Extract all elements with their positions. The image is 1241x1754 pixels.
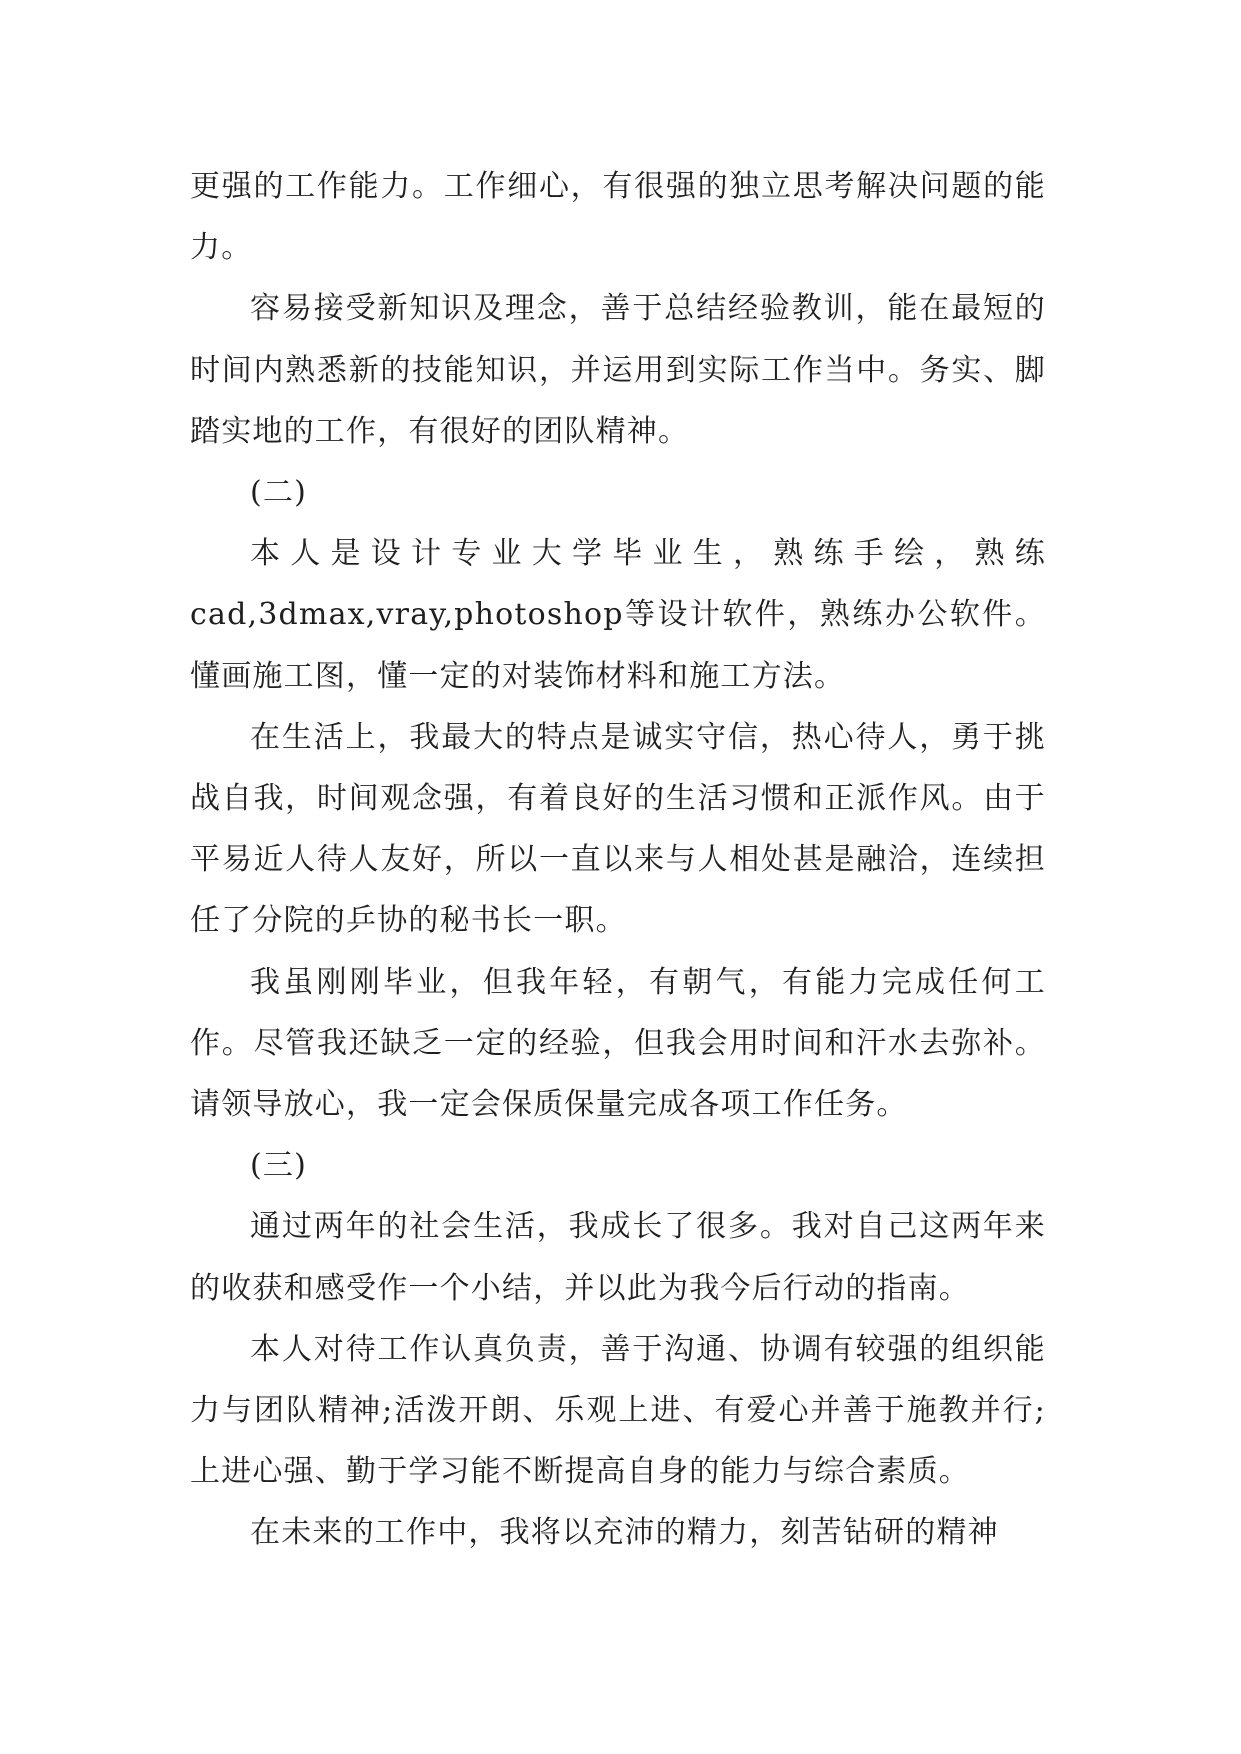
paragraph: 容易接受新知识及理念，善于总结经验教训，能在最短的时间内熟悉新的技能知识，并运用到实际工作当中。务实、脚踏实地的工作，有很好的团队精神。	[190, 291, 1046, 449]
paragraph: 在未来的工作中，我将以充沛的精力，刻苦钻研的精神	[250, 1515, 999, 1551]
paragraph: 我虽刚刚毕业，但我年轻，有朝气，有能力完成任何工作。尽管我还缺乏一定的经验，但我会用时间和汗水去弥补。请领导放心，我一定会保质保量完成各项工作任务。	[190, 964, 1046, 1123]
paragraph-continuation: 更强的工作能力。工作细心，有很强的独立思考解决问题的能力。	[190, 169, 1046, 266]
paragraph: 在生活上，我最大的特点是诚实守信，热心待人，勇于挑战自我，时间观念强，有着良好的生活习惯和正派作风。由于平易近人待人友好，所以一直以来与人相处甚是融洽，连续担任了分院的乒协的秘书长一职。	[190, 719, 1046, 939]
paragraph: 通过两年的社会生活，我成长了很多。我对自己这两年来的收获和感受作一个小结，并以此为我今后行动的指南。	[190, 1209, 1046, 1306]
document-body	[190, 156, 1046, 1564]
paragraph: 本人对待工作认真负责，善于沟通、协调有较强的组织能力与团队精神;活泼开朗、乐观上进、有爱心并善于施教并行;上进心强、勤于学习能不断提高自身的能力与综合素质。	[190, 1331, 1046, 1490]
section-heading-3: (三)	[250, 1148, 308, 1184]
paragraph: 本人是设计专业大学毕业生，熟练手绘，熟练cad,3dmax,vray,photoshop等设计软件，熟练办公软件。懂画施工图，懂一定的对装饰材料和施工方法。	[190, 536, 1046, 694]
section-heading-2: (二)	[250, 475, 308, 511]
